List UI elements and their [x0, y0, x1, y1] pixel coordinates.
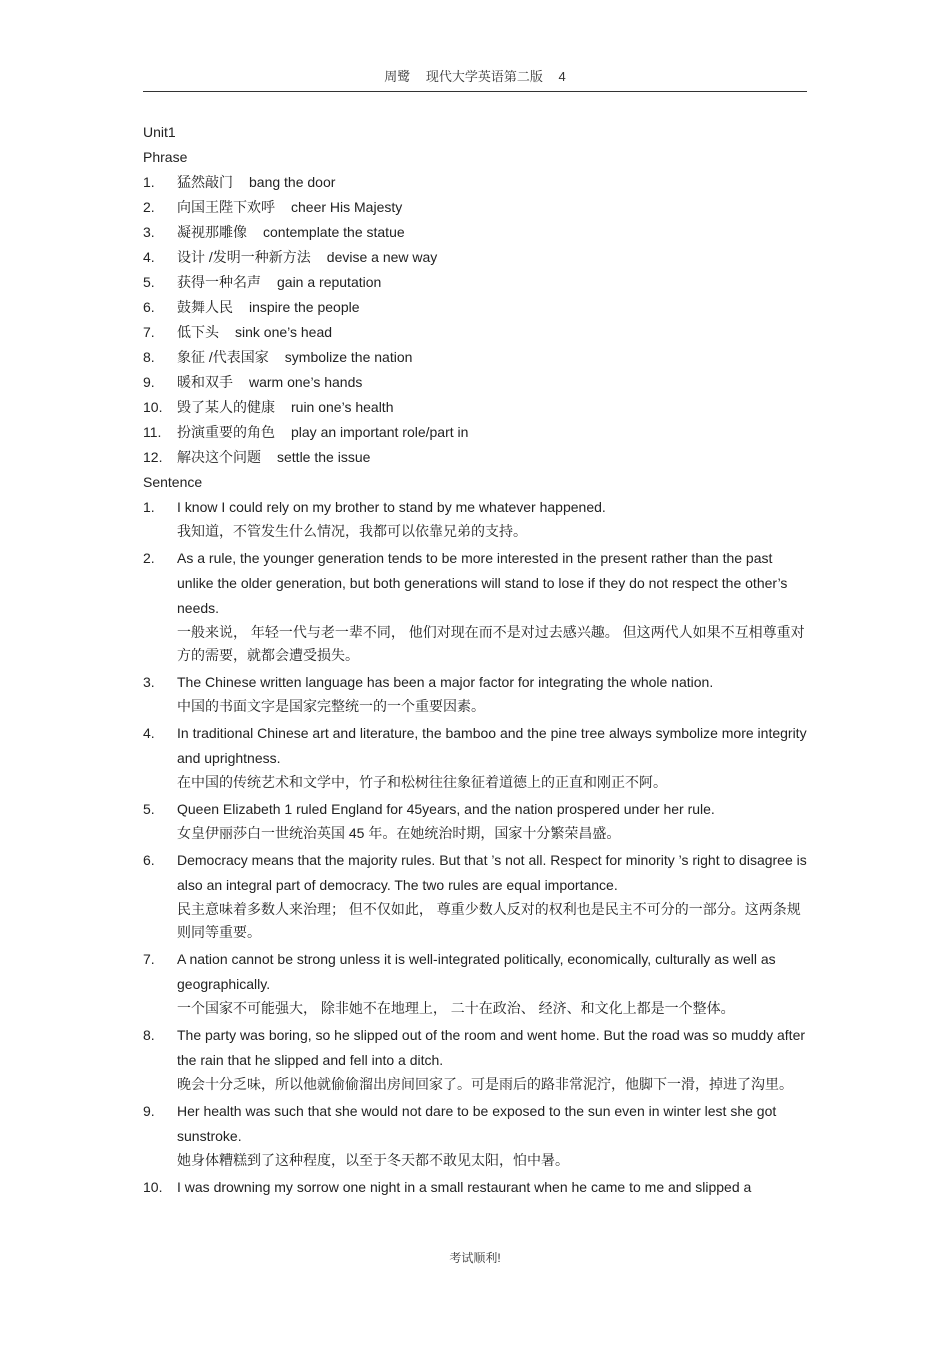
- phrase-number: 9.: [143, 374, 155, 390]
- phrase-chinese: 毁了某人的健康: [177, 399, 275, 415]
- phrase-chinese: 低下头: [177, 324, 219, 340]
- page-footer: 考试顺利!: [449, 1251, 501, 1265]
- phrase-item: [143, 395, 807, 420]
- phrase-item: [143, 245, 807, 270]
- phrase-item: [143, 195, 807, 220]
- sentence-number: 9.: [143, 1103, 155, 1119]
- phrase-item: [143, 420, 807, 445]
- phrase-english: play an important role/part in: [291, 424, 469, 440]
- sentence-chinese: 女皇伊丽莎白一世统治英国 45 年。在她统治时期，国家十分繁荣昌盛。: [177, 825, 621, 841]
- phrase-number: 1.: [143, 174, 155, 190]
- sentence-item: [143, 1175, 807, 1200]
- sentence-heading: Sentence: [143, 474, 203, 490]
- unit-title: Unit1: [143, 124, 176, 140]
- phrase-english: bang the door: [249, 174, 336, 190]
- sentence-chinese: 民主意味着多数人来治理； 但不仅如此， 尊重少数人反对的权利也是民主不可分的一部分。这两条规则同等重要。: [177, 901, 801, 940]
- sentence-chinese: 一个国家不可能强大， 除非她不在地理上， 二十在政治、 经济、和文化上都是一个整体。: [177, 1000, 735, 1016]
- phrase-item: [143, 445, 807, 470]
- page-header: [143, 66, 807, 92]
- sentence-english: The party was boring, so he slipped out of the room and went home. But the road was so muddy after the rain that he slipped and fell into a ditch.: [177, 1027, 806, 1068]
- phrase-chinese: 向国王陛下欢呼: [177, 199, 275, 215]
- sentence-english: Queen Elizabeth 1 ruled England for 45years, and the nation prospered under her rule.: [177, 801, 715, 817]
- sentence-english: Democracy means that the majority rules. But that ’s not all. Respect for minority ’s right to disagree is also an integral part of democracy. The two rules are equal importance.: [177, 852, 807, 893]
- sentence-number: 10.: [143, 1179, 163, 1195]
- sentence-english: The Chinese written language has been a major factor for integrating the whole nation.: [177, 674, 714, 690]
- phrase-chinese: 凝视那雕像: [177, 224, 247, 240]
- phrase-number: 5.: [143, 274, 155, 290]
- phrase-english: warm one’s hands: [249, 374, 363, 390]
- sentence-item: [143, 1023, 807, 1099]
- sentence-chinese: 晚会十分乏味，所以他就偷偷溜出房间回家了。可是雨后的路非常泥泞，他脚下一滑，掉进了沟里。: [177, 1076, 793, 1092]
- phrase-english: symbolize the nation: [284, 349, 413, 365]
- phrase-item: [143, 220, 807, 245]
- phrase-english: gain a reputation: [277, 274, 382, 290]
- phrase-chinese: 解决这个问题: [177, 449, 261, 465]
- phrase-number: 2.: [143, 199, 155, 215]
- sentence-item: [143, 848, 807, 947]
- sentence-chinese: 在中国的传统艺术和文学中，竹子和松树往往象征着道德上的正直和刚正不阿。: [177, 774, 667, 790]
- sentence-english: I know I could rely on my brother to stand by me whatever happened.: [177, 499, 606, 515]
- sentence-item: [143, 1099, 807, 1175]
- sentence-number: 5.: [143, 801, 155, 817]
- phrase-english: devise a new way: [326, 249, 438, 265]
- phrase-chinese: 扮演重要的角色: [177, 424, 275, 440]
- sentence-number: 4.: [143, 725, 155, 741]
- phrase-list: [143, 170, 807, 470]
- sentence-number: 8.: [143, 1027, 155, 1043]
- sentence-english: As a rule, the younger generation tends to be more interested in the present rather than the past unlike the older generation, but both generations will stand to lose if they do not respect the other’s needs.: [177, 550, 788, 616]
- sentence-number: 3.: [143, 674, 155, 690]
- sentence-english: A nation cannot be strong unless it is well-integrated politically, economically, culturally as well as geographically.: [177, 951, 776, 992]
- phrase-english: cheer His Majesty: [291, 199, 403, 215]
- phrase-chinese: 设计 /发明一种新方法: [177, 249, 311, 265]
- phrase-item: [143, 295, 807, 320]
- phrase-chinese: 获得一种名声: [177, 274, 261, 290]
- sentence-number: 2.: [143, 550, 155, 566]
- phrase-heading: Phrase: [143, 149, 188, 165]
- sentence-list: [143, 495, 807, 1200]
- phrase-english: settle the issue: [277, 449, 371, 465]
- sentence-english: I was drowning my sorrow one night in a small restaurant when he came to me and slipped a: [177, 1179, 752, 1195]
- phrase-number: 3.: [143, 224, 155, 240]
- sentence-number: 6.: [143, 852, 155, 868]
- header-title: 现代大学英语第二版: [425, 69, 543, 84]
- phrase-number: 8.: [143, 349, 155, 365]
- phrase-number: 12.: [143, 449, 163, 465]
- sentence-chinese: 中国的书面文字是国家完整统一的一个重要因素。: [177, 698, 485, 714]
- phrase-number: 4.: [143, 249, 155, 265]
- sentence-english: Her health was such that she would not dare to be exposed to the sun even in winter lest she got sunstroke.: [177, 1103, 777, 1144]
- sentence-item: [143, 495, 807, 546]
- phrase-number: 7.: [143, 324, 155, 340]
- phrase-item: [143, 370, 807, 395]
- phrase-number: 11.: [143, 424, 162, 440]
- phrase-english: sink one’s head: [235, 324, 333, 340]
- phrase-english: ruin one’s health: [291, 399, 394, 415]
- sentence-chinese: 我知道，不管发生什么情况，我都可以依靠兄弟的支持。: [177, 523, 527, 539]
- sentence-english: In traditional Chinese art and literature, the bamboo and the pine tree always symbolize more integrity and uprightness.: [177, 725, 807, 766]
- sentence-item: [143, 797, 807, 848]
- phrase-chinese: 象征 /代表国家: [177, 349, 269, 365]
- phrase-english: contemplate the statue: [263, 224, 405, 240]
- sentence-number: 1.: [143, 499, 155, 515]
- phrase-chinese: 暖和双手: [177, 374, 233, 390]
- sentence-item: [143, 947, 807, 1023]
- sentence-item: [143, 670, 807, 721]
- phrase-item: [143, 270, 807, 295]
- sentence-number: 7.: [143, 951, 155, 967]
- phrase-chinese: 鼓舞人民: [177, 299, 233, 315]
- document-body: [143, 120, 807, 1200]
- sentence-item: [143, 546, 807, 670]
- header-page-number: 4: [558, 69, 566, 84]
- header-author: 周鹭: [384, 69, 411, 84]
- sentence-item: [143, 721, 807, 797]
- phrase-chinese: 猛然敲门: [177, 174, 233, 190]
- phrase-number: 10.: [143, 399, 163, 415]
- sentence-chinese: 她身体糟糕到了这种程度，以至于冬天都不敢见太阳，怕中暑。: [177, 1152, 569, 1168]
- phrase-item: [143, 170, 807, 195]
- phrase-item: [143, 345, 807, 370]
- phrase-english: inspire the people: [249, 299, 360, 315]
- phrase-number: 6.: [143, 299, 155, 315]
- phrase-item: [143, 320, 807, 345]
- sentence-chinese: 一般来说， 年轻一代与老一辈不同， 他们对现在而不是对过去感兴趣。 但这两代人如果不互相尊重对方的需要，就都会遭受损失。: [177, 624, 805, 663]
